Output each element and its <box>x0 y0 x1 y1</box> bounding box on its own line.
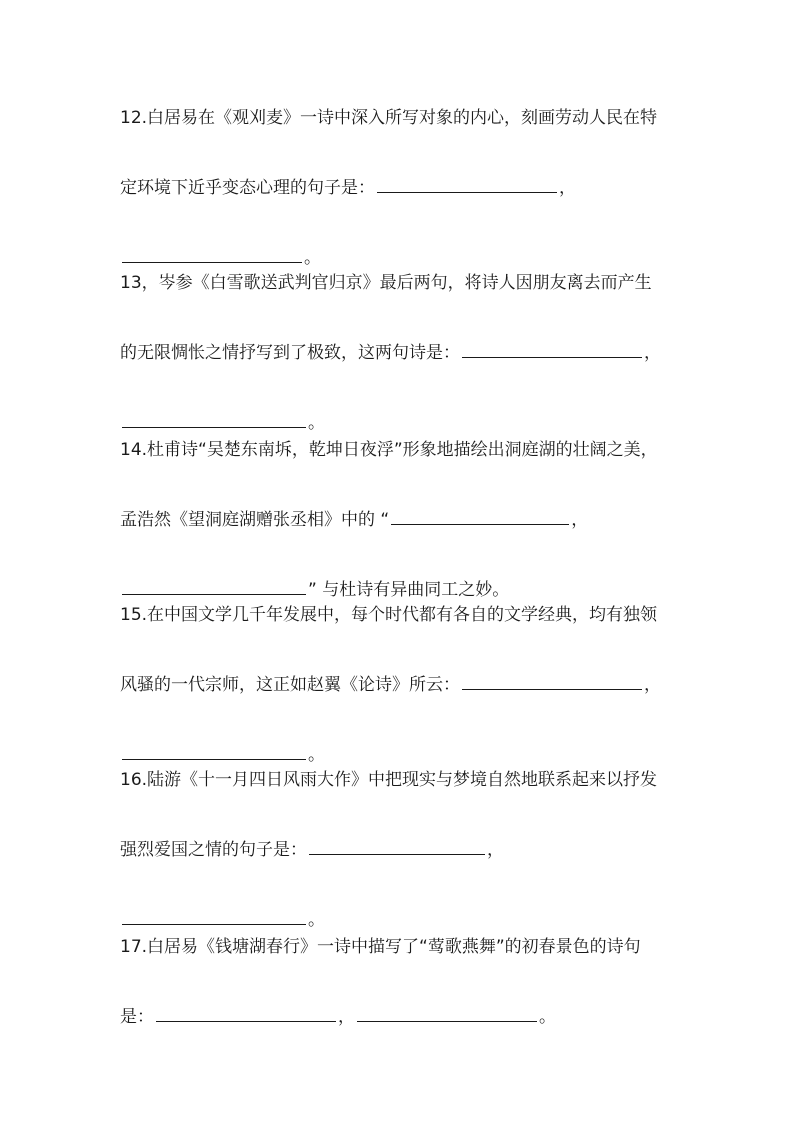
question-text: 定环境下近乎变态心理的句子是： <box>120 178 375 198</box>
answer-blank[interactable] <box>377 174 557 193</box>
punctuation: ， <box>571 510 589 530</box>
answer-blank[interactable] <box>462 671 642 690</box>
question-text: 杜甫诗“吴楚东南坼，乾坤日夜浮”形象地描绘出洞庭湖的壮阔之美， <box>147 440 658 460</box>
question-16-line-1 <box>120 765 700 795</box>
question-16 <box>120 765 700 935</box>
punctuation: 。 <box>308 910 325 930</box>
question-17 <box>120 932 700 1032</box>
question-12 <box>120 103 700 273</box>
question-15-line-1 <box>120 600 700 630</box>
question-13-line-3 <box>120 408 700 438</box>
question-12-line-2 <box>120 173 700 203</box>
question-number: 16. <box>120 770 148 790</box>
question-number: 13， <box>120 273 159 293</box>
question-15 <box>120 600 700 770</box>
question-12-line-1 <box>120 103 700 133</box>
punctuation: 。 <box>539 1007 556 1027</box>
punctuation: 。 <box>304 248 321 268</box>
question-text: 岑参《白雪歌送武判官归京》最后两句，将诗人因朋友离去而产生 <box>158 273 652 293</box>
answer-blank[interactable] <box>122 741 306 760</box>
question-14-line-2 <box>120 505 700 535</box>
question-text: ” 与杜诗有异曲同工之妙。 <box>308 580 510 600</box>
question-number: 12. <box>120 108 148 128</box>
question-text: 白居易《钱塘湖春行》一诗中描写了“莺歌燕舞”的初春景色的诗句 <box>147 937 641 957</box>
punctuation: ， <box>644 343 661 363</box>
answer-blank[interactable] <box>122 576 306 595</box>
answer-blank[interactable] <box>391 506 569 525</box>
punctuation: ， <box>644 675 661 695</box>
question-16-line-3 <box>120 905 700 935</box>
punctuation: 。 <box>308 745 325 765</box>
question-text: 在中国文学几千年发展中，每个时代都有各自的文学经典，均有独领 <box>147 605 658 625</box>
punctuation: ， <box>559 178 576 198</box>
question-text: 陆游《十一月四日风雨大作》中把现实与梦境自然地联系起来以抒发 <box>147 770 658 790</box>
question-text: 白居易在《观刈麦》一诗中深入所写对象的内心，刻画劳动人民在特 <box>147 108 658 128</box>
question-13-line-1 <box>120 268 700 298</box>
question-15-line-2 <box>120 670 700 700</box>
punctuation: 。 <box>308 413 325 433</box>
answer-blank[interactable] <box>309 836 485 855</box>
question-text: 孟浩然《望洞庭湖赠张丞相》中的 “ <box>120 510 390 530</box>
question-text: 的无限惆怅之情抒写到了极致，这两句诗是： <box>120 343 460 363</box>
question-17-line-2 <box>120 1002 700 1032</box>
question-number: 17. <box>120 937 148 957</box>
question-number: 15. <box>120 605 148 625</box>
punctuation: ， <box>338 1007 355 1027</box>
answer-blank[interactable] <box>156 1003 336 1022</box>
question-number: 14. <box>120 440 148 460</box>
question-14 <box>120 435 700 605</box>
answer-blank[interactable] <box>122 244 302 263</box>
answer-blank[interactable] <box>357 1003 537 1022</box>
question-16-line-2 <box>120 835 700 865</box>
answer-blank[interactable] <box>122 409 306 428</box>
punctuation: ， <box>487 840 504 860</box>
question-text: 风骚的一代宗师，这正如赵翼《论诗》所云： <box>120 675 460 695</box>
question-13 <box>120 268 700 438</box>
question-text: 是： <box>120 1007 154 1027</box>
question-text: 强烈爱国之情的句子是： <box>120 840 307 860</box>
question-17-line-1 <box>120 932 700 962</box>
question-13-line-2 <box>120 338 700 368</box>
answer-blank[interactable] <box>462 339 642 358</box>
question-14-line-1 <box>120 435 700 465</box>
answer-blank[interactable] <box>122 906 306 925</box>
